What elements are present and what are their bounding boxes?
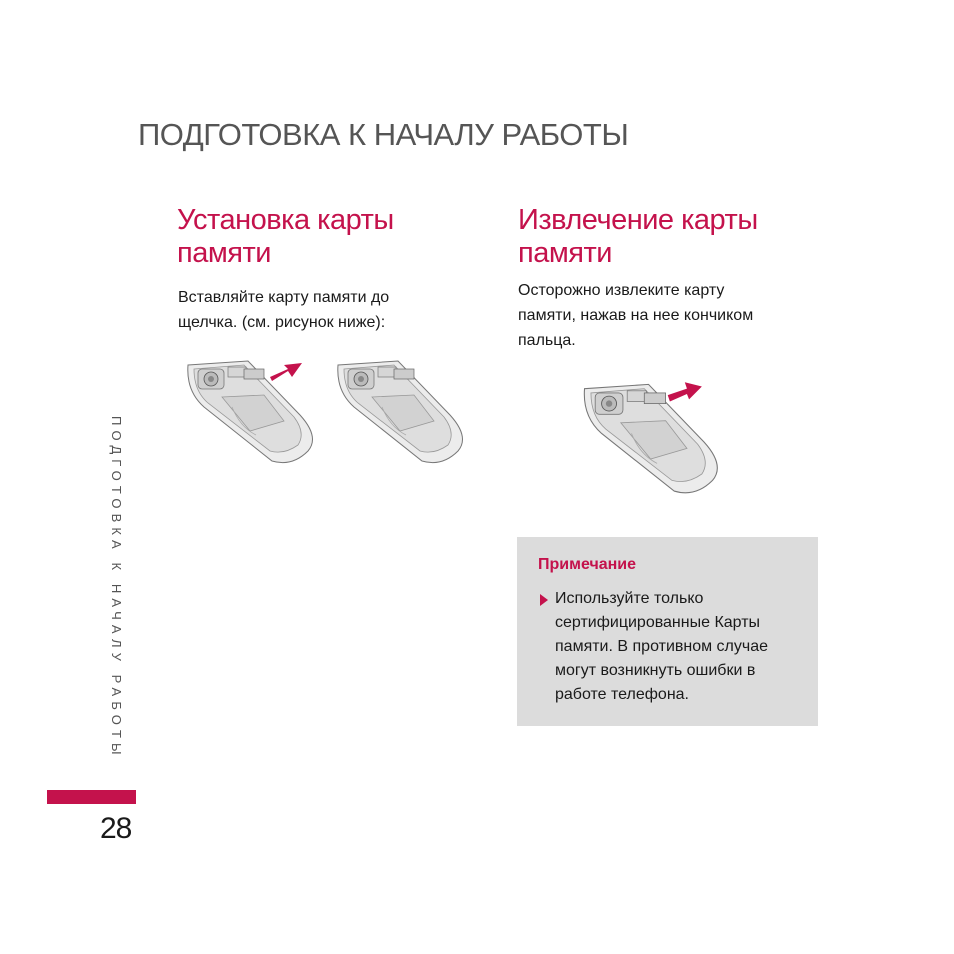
side-accent-bar — [47, 790, 136, 804]
note-text-line-3: памяти. В противном случае — [555, 638, 769, 655]
note-text-line-1: Используйте только — [555, 590, 704, 607]
note-box — [517, 537, 818, 726]
insert-card-heading-line-2: памяти — [177, 237, 271, 269]
insert-card-step-1-illustration — [180, 355, 330, 475]
note-text-line-4: могут возникнуть ошибки в — [555, 662, 756, 679]
remove-card-text-line-3: пальца. — [518, 332, 576, 349]
side-section-label — [104, 416, 144, 766]
bullet-triangle-icon — [540, 594, 548, 606]
remove-card-text-line-1: Осторожно извлеките карту — [518, 282, 725, 299]
remove-card-heading — [518, 204, 758, 270]
remove-card-text-line-2: памяти, нажав на нее кончиком — [518, 307, 754, 324]
note-text — [555, 587, 768, 707]
page-title: ПОДГОТОВКА К НАЧАЛУ РАБОТЫ — [138, 117, 629, 152]
remove-arrow-icon — [668, 382, 702, 401]
note-text-line-2: сертифицированные Карты — [555, 614, 761, 631]
page-number: 28 — [100, 812, 132, 845]
phone-back-illustration — [188, 361, 313, 463]
phone-back-illustration — [338, 361, 463, 463]
insert-card-heading-line-1: Установка карты — [177, 204, 394, 236]
phone-back-illustration — [584, 384, 717, 492]
insert-card-heading — [177, 204, 394, 270]
note-title: Примечание — [538, 556, 637, 573]
insert-card-text-line-1: Вставляйте карту памяти до — [178, 289, 390, 306]
note-text-line-5: работе телефона. — [555, 686, 689, 703]
remove-card-heading-line-2: памяти — [518, 237, 612, 269]
remove-card-heading-line-1: Извлечение карты — [518, 204, 758, 236]
side-section-label-text: ПОДГОТОВКА К НАЧАЛУ РАБОТЫ — [109, 416, 124, 760]
remove-card-text — [518, 278, 753, 353]
insert-card-text-line-2: щелчка. (см. рисунок ниже): — [178, 314, 386, 331]
insert-card-text — [178, 285, 389, 335]
insert-card-step-2-illustration — [330, 355, 480, 475]
insert-arrow-icon — [270, 363, 302, 381]
remove-card-illustration — [576, 378, 736, 506]
